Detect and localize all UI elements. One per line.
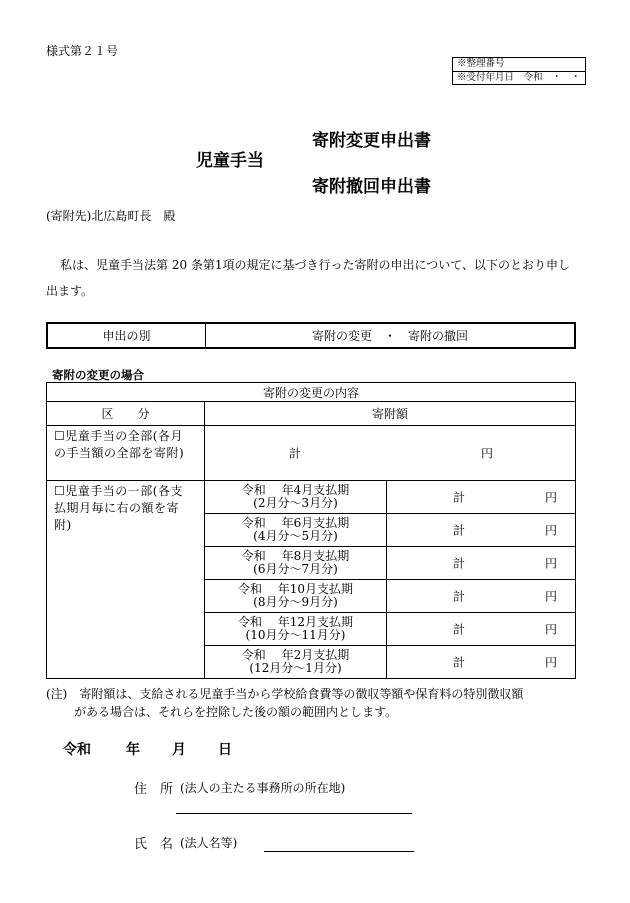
- amount-yen: 円: [544, 523, 557, 538]
- name-label: 氏 名: [134, 837, 174, 852]
- reception-box: [452, 57, 586, 85]
- all-option-label-2: の手当額の全部を寄附): [54, 446, 185, 460]
- period-line-2: (2月分～3月分): [253, 496, 338, 510]
- reception-date: ※受付年月日 令和 ・ ・: [453, 71, 585, 84]
- form-number: 様式第２１号: [46, 44, 119, 58]
- period-line-2: (12月分～1月分): [249, 661, 342, 675]
- period-line-2: (10月分～11月分): [245, 628, 346, 642]
- amount-kei: 計: [453, 490, 466, 505]
- period-line-1: 令和 年4月支払期: [241, 483, 350, 497]
- period-line-1: 令和 年2月支払期: [241, 648, 350, 662]
- reception-number: ※整理番号: [457, 58, 505, 69]
- period-amount[interactable]: [387, 481, 576, 514]
- all-option-cell[interactable]: [47, 426, 205, 481]
- period-cell: [205, 580, 387, 613]
- period-line-1: 令和 年8月支払期: [241, 549, 350, 563]
- address-sublabel: (法人の主たる事務所の所在地): [180, 781, 346, 795]
- period-line-1: 令和 年6月支払期: [241, 516, 350, 530]
- period-line-2: (6月分～7月分): [253, 562, 338, 576]
- amount-kei: 計: [453, 523, 466, 538]
- amount-yen: 円: [544, 622, 557, 637]
- period-cell: [205, 514, 387, 547]
- period-line-2: (8月分～9月分): [253, 595, 338, 609]
- application-type-label: 申出の別: [47, 323, 206, 348]
- note-line-2: がある場合は、それらを控除した後の額の範囲内とします。: [74, 705, 398, 719]
- section-title: 寄附の変更の場合: [52, 368, 144, 382]
- application-type-table: [46, 322, 576, 349]
- table-header: 寄附の変更の内容: [47, 383, 576, 402]
- application-type-options: 寄附の変更 ・ 寄附の撤回: [206, 323, 576, 348]
- period-line-1: 令和 年12月支払期: [237, 615, 354, 629]
- amount-kei: 計: [453, 556, 466, 571]
- name-sublabel: (法人名等): [180, 836, 238, 850]
- title-main: 児童手当: [196, 151, 264, 171]
- partial-option-label-3: 附): [54, 518, 72, 532]
- column-amount: 寄附額: [205, 402, 576, 426]
- title-change: 寄附変更申出書: [312, 131, 431, 151]
- title-withdraw: 寄附撤回申出書: [312, 177, 431, 197]
- date-era: 令和: [63, 742, 91, 758]
- partial-option-label-1: ☐児童手当の一部(各支: [54, 484, 183, 498]
- intro-line-2: 出ます。: [46, 284, 94, 298]
- all-option-amount[interactable]: [205, 426, 576, 481]
- period-amount[interactable]: [387, 646, 576, 679]
- amount-yen: 円: [544, 556, 557, 571]
- note-line-1: (注) 寄附額は、支給される児童手当から学校給食費等の徴収等額や保育料の特別徴収額: [46, 687, 524, 701]
- period-line-1: 令和 年10月支払期: [237, 582, 354, 596]
- all-option-label-1: ☐児童手当の全部(各月: [54, 429, 183, 443]
- partial-option-cell[interactable]: [47, 481, 205, 679]
- date-year: 年: [126, 742, 140, 758]
- amount-yen: 円: [544, 589, 557, 604]
- donation-change-table: [46, 382, 576, 679]
- address-input-line[interactable]: [176, 813, 412, 814]
- address-label: 住 所: [134, 782, 174, 797]
- intro-line-1: 私は、児童手当法第 20 条第1項の規定に基づき行った寄附の申出について、以下のとおり申し: [60, 258, 571, 272]
- all-option-yen: 円: [481, 446, 494, 461]
- date-month: 月: [172, 742, 186, 758]
- period-cell: [205, 613, 387, 646]
- period-amount[interactable]: [387, 580, 576, 613]
- amount-kei: 計: [453, 622, 466, 637]
- period-amount[interactable]: [387, 547, 576, 580]
- column-category: 区 分: [47, 402, 205, 426]
- partial-option-label-2: 払期月毎に右の額を寄: [54, 501, 180, 515]
- addressee: (寄附先)北広島町長 殿: [46, 209, 176, 223]
- date-day: 日: [218, 742, 232, 758]
- name-input-line[interactable]: [264, 851, 414, 852]
- period-amount[interactable]: [387, 514, 576, 547]
- period-cell: [205, 646, 387, 679]
- period-line-2: (4月分～5月分): [253, 529, 338, 543]
- period-cell: [205, 481, 387, 514]
- period-cell: [205, 547, 387, 580]
- amount-kei: 計: [453, 589, 466, 604]
- amount-kei: 計: [453, 655, 466, 670]
- amount-yen: 円: [544, 490, 557, 505]
- all-option-kei: 計: [289, 446, 302, 461]
- amount-yen: 円: [544, 655, 557, 670]
- period-amount[interactable]: [387, 613, 576, 646]
